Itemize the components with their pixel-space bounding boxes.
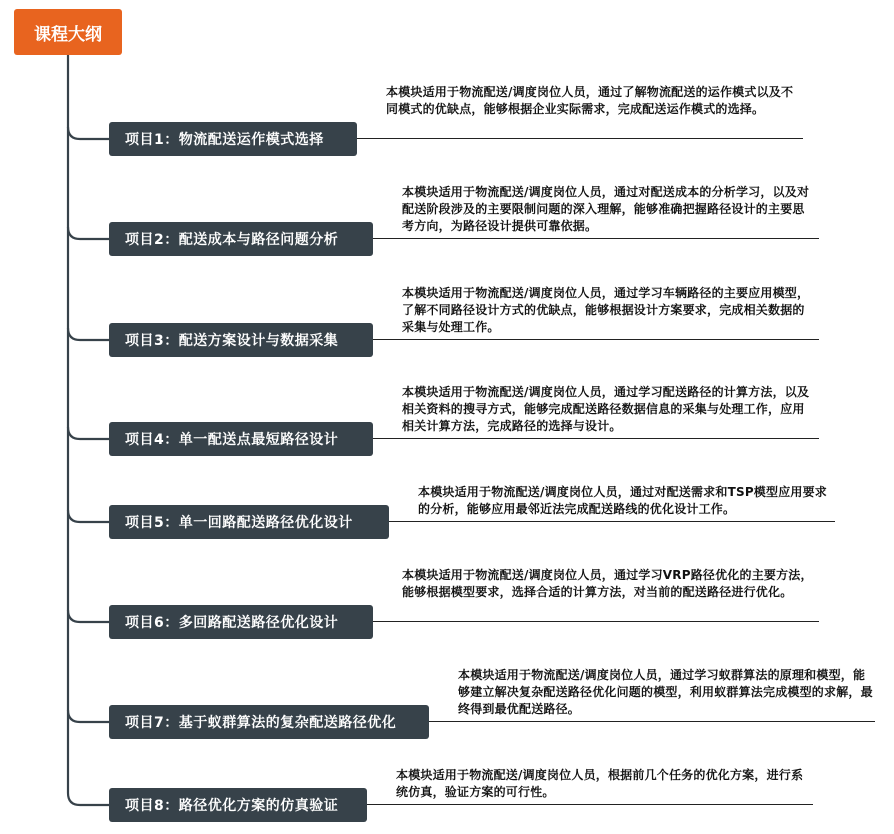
project-note-1: 本模块适用于物流配送/调度岗位人员，通过了解物流配送的运作模式以及不同模式的优缺点，能够根据企业实际需求，完成配送运作模式的选择。 <box>386 85 794 116</box>
project-node-5[interactable]: 项目5：单一回路配送路径优化设计 <box>109 505 389 539</box>
note-underline-1 <box>357 138 803 139</box>
note-underline-5 <box>389 521 835 522</box>
project-note-7: 本模块适用于物流配送/调度岗位人员，通过学习蚁群算法的原理和模型，能够建立解决复杂配送路径优化问题的模型，利用蚁群算法完成模型的求解，最终得到最优配送路径。 <box>458 668 873 716</box>
project-node-6[interactable]: 项目6：多回路配送路径优化设计 <box>109 605 373 639</box>
branch-line-3 <box>68 328 109 340</box>
project-node-7[interactable]: 项目7：基于蚁群算法的复杂配送路径优化 <box>109 705 429 739</box>
note-underline-2 <box>373 238 819 239</box>
project-node-4[interactable]: 项目4：单一配送点最短路径设计 <box>109 422 373 456</box>
root-node-course-outline[interactable]: 课程大纲 <box>14 9 122 55</box>
branch-line-5 <box>68 510 109 522</box>
branch-line-4 <box>68 427 109 439</box>
project-node-2[interactable]: 项目2：配送成本与路径问题分析 <box>109 222 373 256</box>
branch-line-6 <box>68 610 109 622</box>
project-node-3[interactable]: 项目3：配送方案设计与数据采集 <box>109 323 373 357</box>
note-underline-7 <box>429 721 875 722</box>
branch-line-7 <box>68 710 109 722</box>
project-note-2: 本模块适用于物流配送/调度岗位人员，通过对配送成本的分析学习，以及对配送阶段涉及的主要限制问题的深入理解，能够准确把握路径设计的主要思考方向，为路径设计提供可靠依据。 <box>402 185 810 233</box>
project-note-6: 本模块适用于物流配送/调度岗位人员，通过学习VRP路径优化的主要方法，能够根据模型要求，选择合适的计算方法，对当前的配送路径进行优化。 <box>402 568 813 599</box>
project-node-1[interactable]: 项目1：物流配送运作模式选择 <box>109 122 357 156</box>
project-note-5: 本模块适用于物流配送/调度岗位人员，通过对配送需求和TSP模型应用要求的分析，能够应用最邻近法完成配送路线的优化设计工作。 <box>418 485 828 516</box>
project-node-8[interactable]: 项目8：路径优化方案的仿真验证 <box>109 788 367 822</box>
branch-line-1 <box>68 127 109 139</box>
project-note-4: 本模块适用于物流配送/调度岗位人员，通过学习配送路径的计算方法，以及相关资料的搜寻方式，能够完成配送路径数据信息的采集与处理工作，应用相关计算方法，完成路径的选择与设计。 <box>402 385 810 433</box>
note-underline-4 <box>373 438 819 439</box>
project-note-3: 本模块适用于物流配送/调度岗位人员，通过学习车辆路径的主要应用模型，了解不同路径设计方式的优缺点，能够根据设计方案要求，完成相关数据的采集与处理工作。 <box>402 286 810 334</box>
note-underline-6 <box>373 621 819 622</box>
trunk-line <box>68 55 109 805</box>
note-underline-3 <box>373 339 819 340</box>
project-note-8: 本模块适用于物流配送/调度岗位人员，根据前几个任务的优化方案，进行系统仿真，验证方案的可行性。 <box>396 768 804 799</box>
branch-line-2 <box>68 227 109 239</box>
note-underline-8 <box>367 804 813 805</box>
